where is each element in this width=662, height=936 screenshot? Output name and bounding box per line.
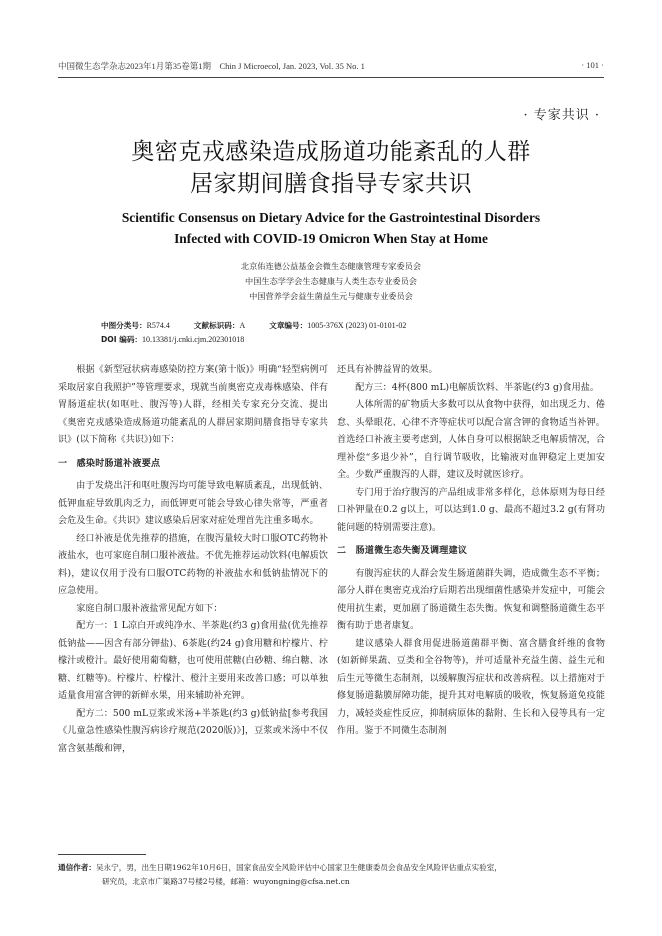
title-english [58,207,604,249]
paragraph: 专门用于治疗腹泻的产品组成非常多样化，总体原则为每日经口补钾量在0.2 g以上，可以达到1.0 g、最高不超过3.2 g(有肾功能问题的特别需要注意)。 [337,487,605,533]
running-head [58,60,604,72]
paragraph: 家庭自制口服补液盐常见配方如下： [76,603,223,614]
footnote-line-2: 研究员，北京市广渠路37号楼2号楼，邮箱：wuyongning@cfsa.net.cn [102,877,350,886]
paragraph: 建议感染人群食用促进肠道菌群平衡、富含膳食纤维的食物(如新鲜果蔬、豆类和全谷物等)，并可适量补充益生菌、益生元和后生元等微生态制剂，以缓解腹泻症状和改善病程。以上措施对于修复肠道黏膜屏障功能，提升其对电解质的吸收，恢复肠道免疫能力，减轻炎症性反应，抑制病原体的黏附、生长和入侵等具有一定作用。鉴于不同微生态制剂 [337,638,605,736]
title-chinese [58,136,604,200]
clc-label: 中图分类号： [101,321,147,330]
doi-label: DOI 编码： [101,335,143,344]
paragraph: 配方二：500 mL豆浆或米汤+半茶匙(约3 g)低钠盐[参考我国《儿童急性感染性腹泻病诊疗规范(2020版)》]，豆浆或米汤中不仅富含氨基酸和钾， [58,708,328,754]
footnote-rule [58,854,146,855]
article-number-label: 文章编号： [269,321,308,330]
author-org-2: 中国生态学学会生态健康与人类生态专业委员会 [245,276,417,286]
title-cn-line-2: 居家期间膳食指导专家共识 [190,171,472,197]
article-number-value: 1005-376X (2023) 01-0101-02 [307,321,407,330]
paragraph: 人体所需的矿物质大多数可以从食物中获得，如出现乏力、倦怠、头晕眼花、心律不齐等症状可以配合富含钾的食物适当补钾。首选经口补液主要考虑到，人体自身可以根据缺乏电解质情况，合理补偿“多退少补”，自行调节吸收，比输液对血钾稳定上更加安全。少数严重腹泻的人群，建议及时就医诊疗。 [337,400,605,480]
meta-line-1 [101,319,604,333]
paragraph: 配方一：1 L凉白开或纯净水、半茶匙(约3 g)食用盐(优先推荐低钠盐——因含有部分钾盐)、6茶匙(约24 g)食用糖和柠檬片、柠檬汁或橙汁。最好使用葡萄糖，也可使用蔗糖(白砂糖、绵白糖、冰糖、红糖等)。柠檬片、柠檬汁、橙汁主要用来改善口感；可以单独适量食用富含钾的新鲜水果，用来辅助补充钾。 [58,621,328,701]
title-en-line-1: Scientific Consensus on Dietary Advice for the Gastrointestinal Disorders [121,210,541,225]
author-organizations [58,259,604,304]
clc-value: R574.4 [146,321,170,330]
author-org-3: 中国营养学会益生菌益生元与健康专业委员会 [249,291,413,301]
doi-value[interactable]: 10.13381/j.cnki.cjm.202301018 [142,335,245,344]
section-heading-2: 二 肠道微生态失衡及调理建议 [337,546,468,556]
footnote-line-1: 吴永宁，男，出生日期1962年10月6日，国家食品安全风险评估中心国家卫生健康委员会食品安全风险评估重点实验室， [95,863,502,872]
paragraph-continued: 还具有补脾益胃的效果。 [337,365,438,375]
journal-citation: 中国微生态学杂志2023年1月第35卷第1期 Chin J Microecol, Jan. 2023, Vol. 35 No. 1 [58,61,365,71]
section-tag: · 专家共识 · [523,108,600,123]
title-cn-line-1: 奥密克戎感染造成肠道功能紊乱的人群 [131,139,531,165]
body-column-left [58,362,328,758]
title-en-line-2: Infected with COVID-19 Omicron When Stay at Home [174,231,488,246]
meta-line-2 [101,333,604,347]
doc-code-value: A [239,321,246,330]
author-org-1: 北京佑连德公益基金会微生态健康管理专家委员会 [240,261,422,271]
corresponding-author-footnote [58,861,604,889]
intro-paragraph: 根据《新型冠状病毒感染防控方案(第十版)》明确“轻型病例可采取居家自我照护”等管理要求，现就当前奥密克戎毒株感染、伴有胃肠道症状(如呕吐、腹泻等)人群，经相关专家充分交流、提出《奥密克戎感染造成肠道功能紊乱的人群居家期间膳食指导专家共识》(以下简称《共识》)如下： [58,365,328,445]
paragraph: 由于发烧出汗和呕吐腹泻均可能导致电解质紊乱，出现低钠、低钾血症导致肌肉乏力，而低钾更可能会导致心律失常等，严重者会危及生命。《共识》建议感染后居家对症处理首先注重多喝水。 [58,481,328,526]
paragraph: 经口补液是优先推荐的措施，在腹泻量较大时口服OTC药物补液盐水，也可家庭自制口服补液盐。不优先推荐运动饮料(电解质饮料)，建议仅用于没有口服OTC药物的补液盐水和低钠盐情况下的应急使用。 [58,533,328,596]
section-heading-1: 一 感染时肠道补液要点 [58,458,161,469]
footnote-label: 通信作者： [58,863,96,872]
body-column-right [337,362,605,741]
paragraph: 有腹泻症状的人群会发生肠道菌群失调，造成微生态不平衡；部分人群在奥密克戎治疗后期若出现细菌性感染并发症中，可能会使用抗生素，更加剧了肠道微生态失衡。恢复和调整肠道微生态平衡有助于患者康复。 [337,568,605,631]
doc-code-label: 文献标识码： [193,321,240,330]
paragraph: 配方三：4杯(800 mL)电解质饮料、半茶匙(约3 g)食用盐。 [355,382,600,393]
article-metadata [101,319,604,347]
header-rule [58,77,604,78]
page-number: · 101 · [581,60,604,70]
